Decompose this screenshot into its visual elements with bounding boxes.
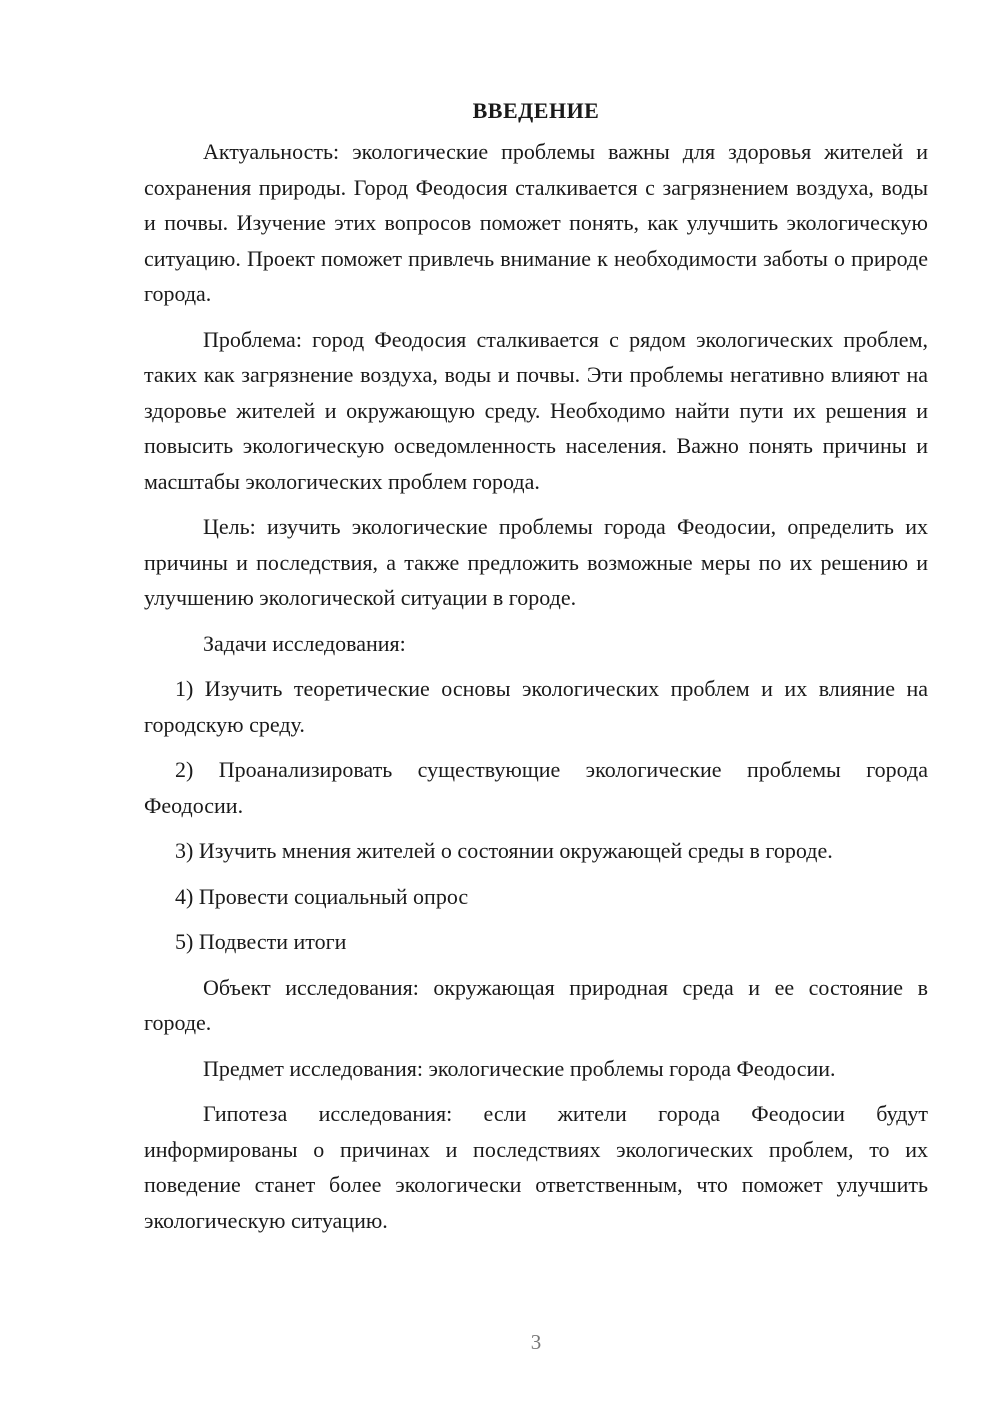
tasks-list [144,671,928,960]
paragraph-subject: Предмет исследования: экологические проблемы города Феодосии. [203,1055,836,1081]
paragraph-goal: Цель: изучить экологические проблемы города Феодосии, определить их причины и последствия, а также предложить возможные меры по их решению и улучшению экологической ситуации в городе. [144,514,928,610]
task-item-4: 4) Провести социальный опрос [175,883,469,909]
page-number: 3 [530,1330,542,1354]
document-page [144,92,928,1248]
task-item-2: 2) Проанализировать существующие экологические проблемы города Феодосии. [144,757,928,818]
task-item-3: 3) Изучить мнения жителей о состоянии окружающей среды в городе. [175,838,833,863]
paragraph-problem: Проблема: город Феодосия сталкивается с рядом экологических проблем, таких как загрязнение воздуха, воды и почвы. Эти проблемы негативно влияют на здоровье жителей и окружающую среду. Необходимо найти пути их решения и повысить экологическую осведомленность населения. Важно понять причины и масштабы экологических проблем города. [144,326,928,494]
tasks-heading: Задачи исследования: [203,630,406,656]
document-title: ВВЕДЕНИЕ [472,98,600,123]
paragraph-hypothesis: Гипотеза исследования: если жители города Феодосии будут информированы о причинах и последствиях экологических проблем, то их поведение станет более экологически ответственным, что поможет улучшить экологическую ситуацию. [144,1101,928,1233]
paragraph-relevance: Актуальность: экологические проблемы важны для здоровья жителей и сохранения природы. Город Феодосия сталкивается с загрязнением воздуха, воды и почвы. Изучение этих вопросов поможет понять, как улучшить экологическую ситуацию. Проект поможет привлечь внимание к необходимости заботы о природе города. [144,139,928,306]
task-item-1: 1) Изучить теоретические основы экологических проблем и их влияние на городскую среду. [144,676,928,737]
task-item-5: 5) Подвести итоги [175,929,347,954]
paragraph-object: Объект исследования: окружающая природная среда и ее состояние в городе. [144,974,928,1035]
